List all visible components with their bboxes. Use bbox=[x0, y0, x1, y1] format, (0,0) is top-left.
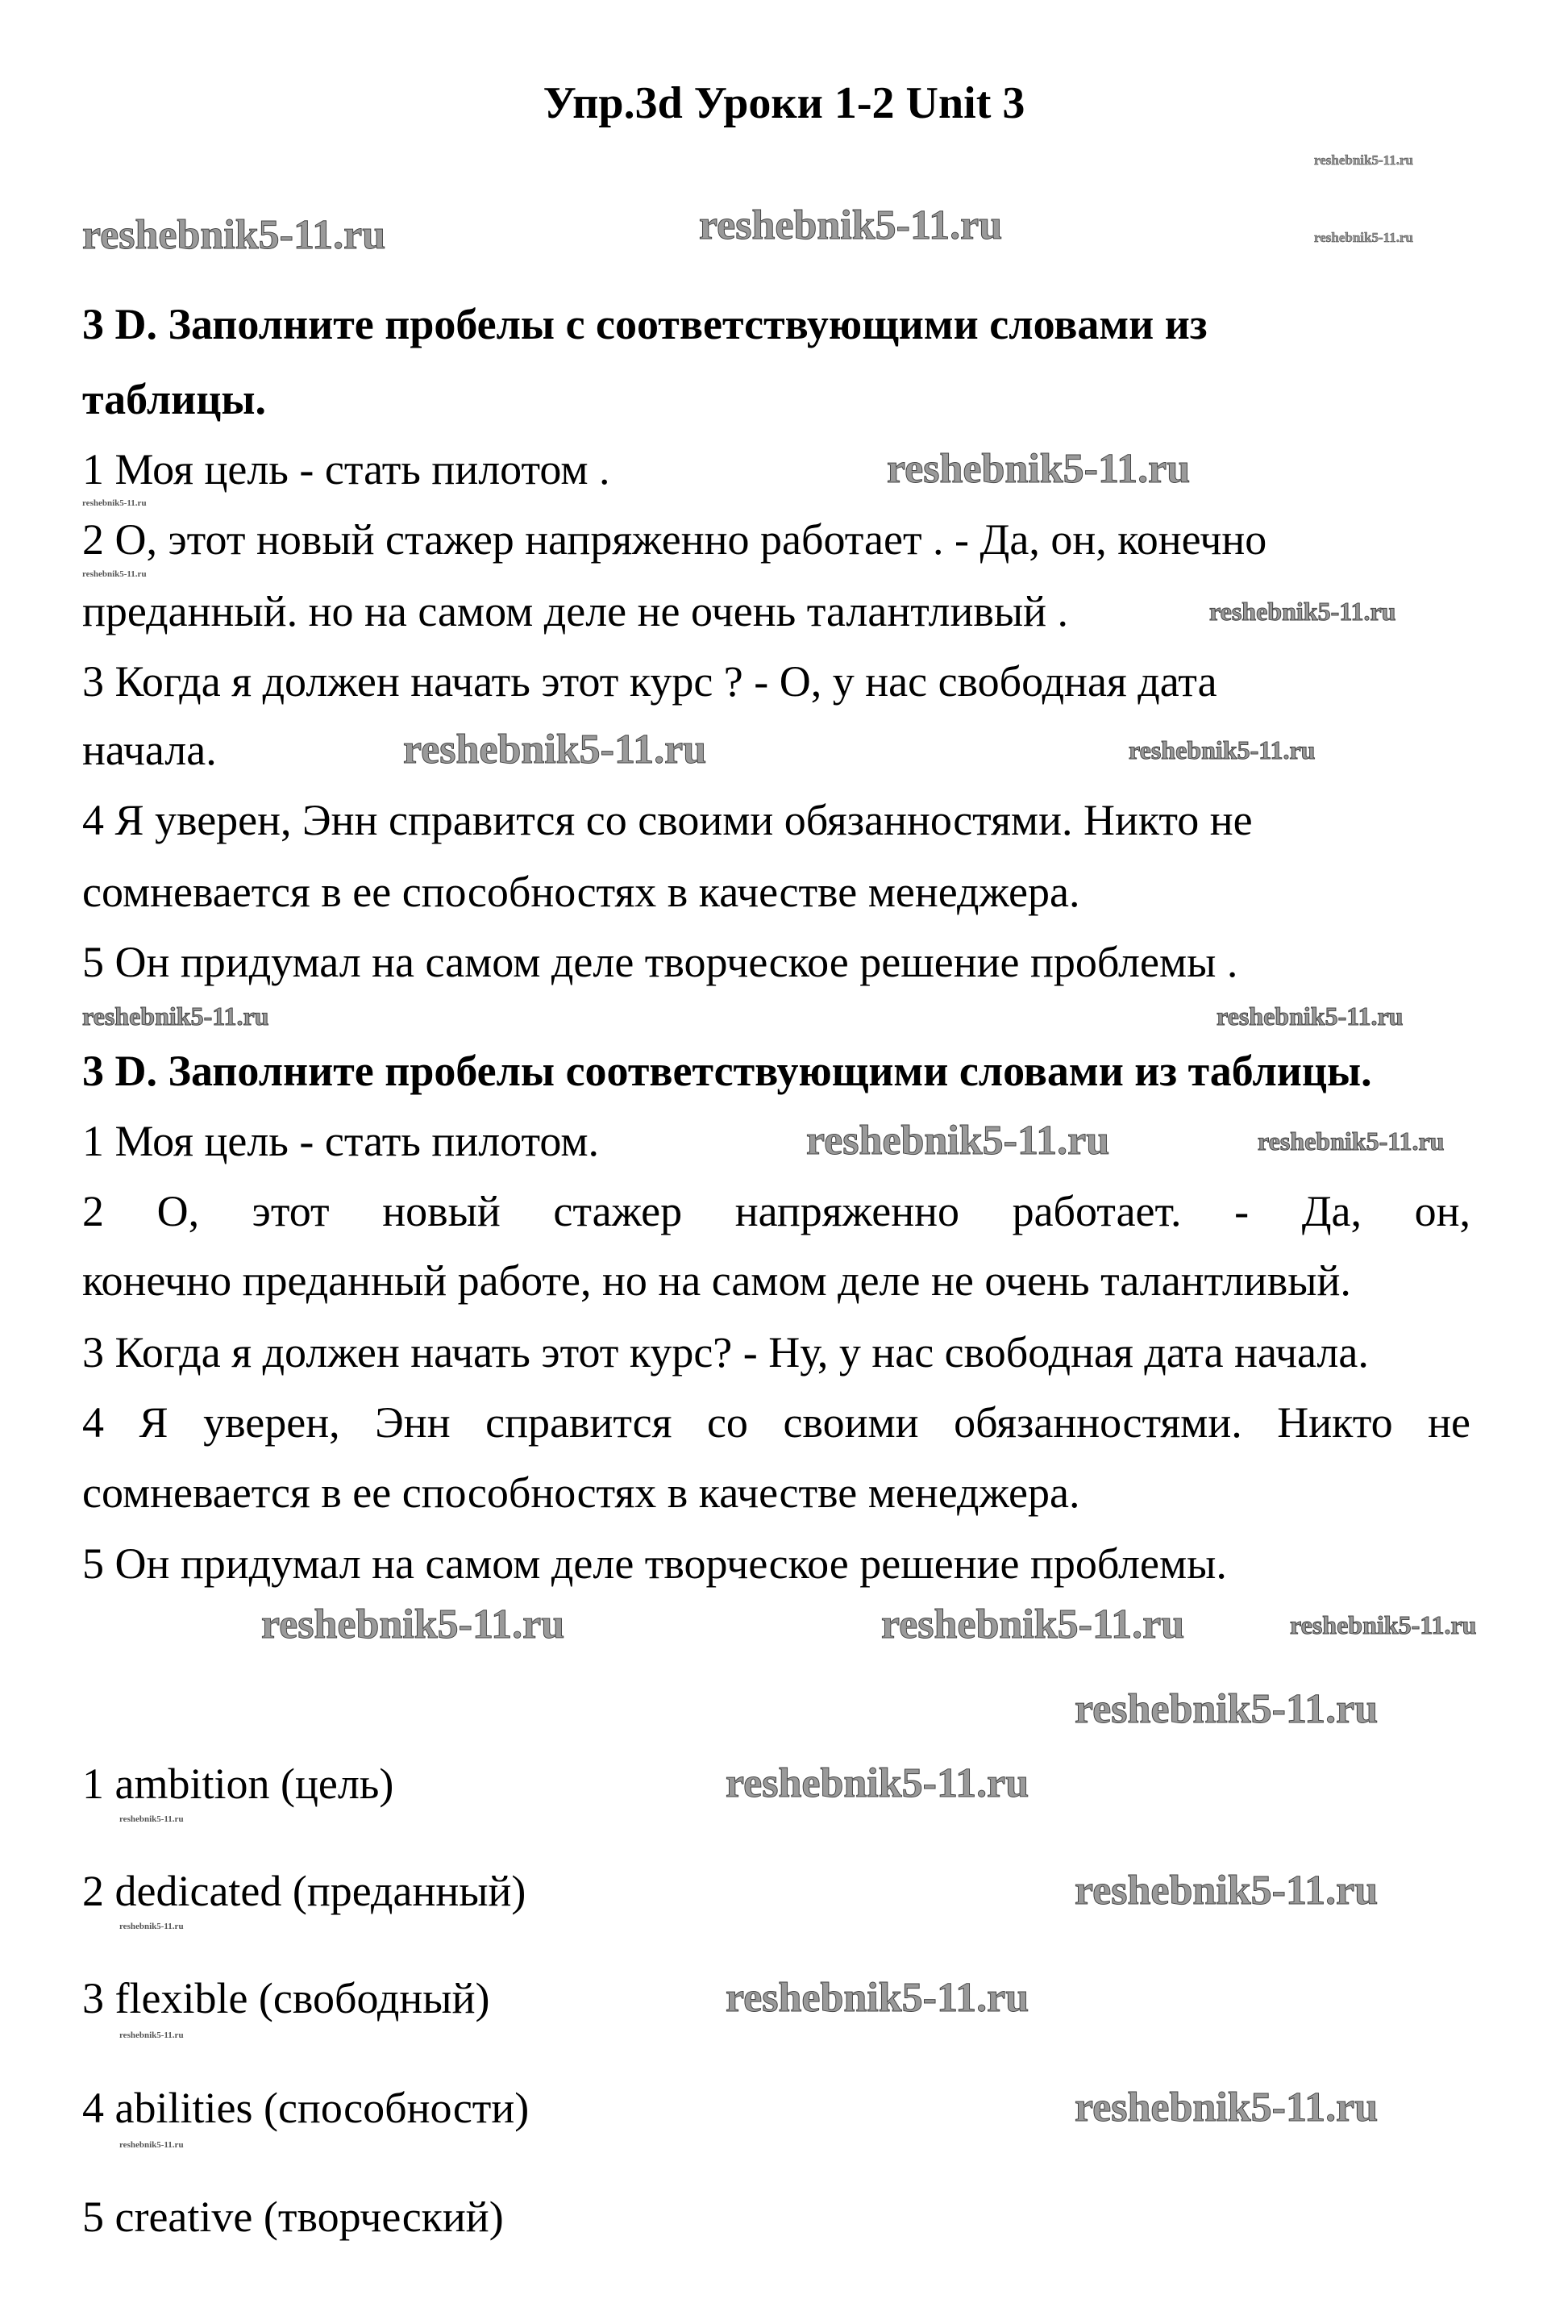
section1-line: начала. bbox=[82, 726, 217, 774]
section1-line: сомневается в ее способностях в качестве менеджера. bbox=[82, 868, 1080, 916]
vocab-item: 1 ambition (цель) bbox=[82, 1760, 394, 1808]
section1-heading: 3 D. Заполните пробелы с соответствующими словами из bbox=[82, 300, 1208, 348]
section2-line: 5 Он придумал на самом деле творческое решение проблемы. bbox=[82, 1539, 1227, 1588]
section1-line: 4 Я уверен, Энн справится со своими обязанностями. Никто не bbox=[82, 796, 1253, 844]
watermark: reshebnik5-11.ru bbox=[887, 446, 1191, 492]
section1-line: 5 Он придумал на самом деле творческое решение проблемы . bbox=[82, 938, 1238, 986]
section2-line: 1 Моя цель - стать пилотом. bbox=[82, 1117, 599, 1165]
watermark: reshebnik5-11.ru bbox=[1314, 230, 1413, 245]
watermark: reshebnik5-11.ru bbox=[1314, 152, 1413, 168]
watermark: reshebnik5-11.ru bbox=[261, 1601, 565, 1647]
watermark: reshebnik5-11.ru bbox=[1075, 1686, 1379, 1732]
watermark: reshebnik5-11.ru bbox=[806, 1118, 1110, 1164]
watermark: reshebnik5-11.ru bbox=[699, 202, 1003, 248]
watermark: reshebnik5-11.ru bbox=[82, 498, 147, 508]
section1-line: преданный. но на самом деле не очень талантливый . bbox=[82, 587, 1069, 635]
watermark: reshebnik5-11.ru bbox=[403, 727, 707, 773]
section2-line: конечно преданный работе, но на самом деле не очень талантливый. bbox=[82, 1256, 1351, 1305]
watermark: reshebnik5-11.ru bbox=[1258, 1127, 1445, 1156]
watermark: reshebnik5-11.ru bbox=[726, 1975, 1029, 2021]
section2-heading: 3 D. Заполните пробелы соответствующими словами из таблицы. bbox=[82, 1047, 1372, 1095]
watermark: reshebnik5-11.ru bbox=[1209, 597, 1396, 626]
watermark: reshebnik5-11.ru bbox=[1129, 735, 1316, 764]
watermark: reshebnik5-11.ru bbox=[1075, 2085, 1379, 2130]
section1-line: 3 Когда я должен начать этот курс ? - О, у нас свободная дата bbox=[82, 657, 1217, 706]
watermark: reshebnik5-11.ru bbox=[119, 1922, 184, 1931]
watermark: reshebnik5-11.ru bbox=[119, 1814, 184, 1824]
watermark: reshebnik5-11.ru bbox=[1217, 1002, 1404, 1031]
section2-line: сомневается в ее способностях в качестве менеджера. bbox=[82, 1468, 1080, 1517]
watermark: reshebnik5-11.ru bbox=[881, 1601, 1185, 1647]
watermark: reshebnik5-11.ru bbox=[1290, 1610, 1477, 1639]
watermark: reshebnik5-11.ru bbox=[119, 2030, 184, 2040]
vocab-item: 3 flexible (свободный) bbox=[82, 1974, 490, 2022]
watermark: reshebnik5-11.ru bbox=[82, 569, 147, 579]
section2-line: 4 Я уверен, Энн справится со своими обязанностями. Никто не bbox=[82, 1398, 1470, 1447]
vocab-item: 2 dedicated (преданный) bbox=[82, 1867, 526, 1915]
section1-line: 2 О, этот новый стажер напряженно работает . - Да, он, конечно bbox=[82, 515, 1267, 564]
section2-line: 3 Когда я должен начать этот курс? - Ну, у нас свободная дата начала. bbox=[82, 1328, 1369, 1376]
watermark: reshebnik5-11.ru bbox=[726, 1760, 1029, 1806]
section1-heading-cont: таблицы. bbox=[82, 375, 267, 423]
section1-line: 1 Моя цель - стать пилотом . bbox=[82, 445, 610, 494]
watermark: reshebnik5-11.ru bbox=[1075, 1868, 1379, 1914]
watermark: reshebnik5-11.ru bbox=[82, 1002, 269, 1031]
vocab-item: 5 creative (творческий) bbox=[82, 2193, 504, 2241]
watermark: reshebnik5-11.ru bbox=[119, 2140, 184, 2150]
page-title: Упр.3d Уроки 1-2 Unit 3 bbox=[543, 78, 1025, 128]
watermark: reshebnik5-11.ru bbox=[82, 212, 386, 258]
vocab-item: 4 abilities (способности) bbox=[82, 2084, 530, 2132]
section2-line: 2 О, этот новый стажер напряженно работает. - Да, он, bbox=[82, 1187, 1470, 1235]
